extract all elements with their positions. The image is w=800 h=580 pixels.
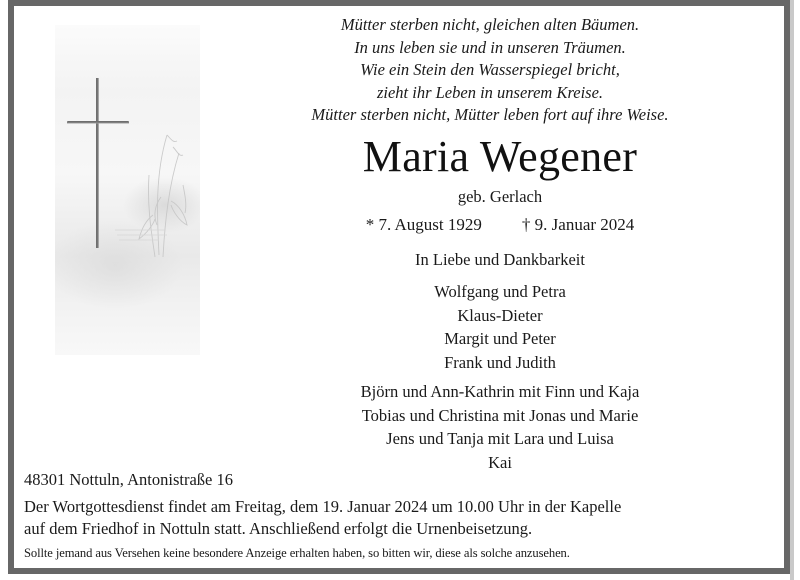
notice-text: Sollte jemand aus Versehen keine besondere Anzeige erhalten haben, so bitten wir, diese als solche anzusehen. [24, 546, 570, 560]
poem-line: Mütter sterben nicht, gleichen alten Bäumen. [340, 15, 640, 34]
service-info [24, 496, 784, 540]
life-dates [300, 213, 700, 237]
memorial-image [55, 25, 200, 355]
poem-line: In uns leben sie und in unseren Träumen. [354, 37, 626, 57]
maiden-name: geb. Gerlach [457, 187, 543, 206]
family-address: 48301 Nottuln, Antonistraße 16 [24, 470, 233, 489]
grandchildren-list [300, 380, 700, 474]
service-line: auf dem Friedhof in Nottuln statt. Anschließend erfolgt die Urnenbeisetzung. [24, 519, 533, 538]
mourner-entry: Klaus-Dieter [457, 305, 543, 325]
death-date: † 9. Januar 2024 [521, 215, 635, 234]
mourner-entry: Björn und Ann-Kathrin mit Finn und Kaja [360, 382, 640, 401]
frame-shadow-edge [790, 0, 794, 580]
poem [280, 14, 700, 127]
poem-line: zieht ihr Leben in unserem Kreise. [376, 82, 604, 102]
poem-line: Mütter sterben nicht, Mütter leben fort auf ihre Weise. [311, 105, 669, 124]
mourner-entry: Frank und Judith [444, 352, 556, 372]
children-list [300, 280, 700, 374]
mourner-entry: Wolfgang und Petra [434, 282, 566, 301]
mourner-entry: Kai [488, 452, 512, 472]
mourner-entry: Tobias und Christina mit Jonas und Marie [361, 405, 639, 425]
dedication: In Liebe und Dankbarkeit [415, 250, 585, 269]
deceased-name: Maria Wegener [362, 132, 638, 181]
cross-icon [55, 25, 200, 355]
birth-date: * 7. August 1929 [365, 215, 482, 234]
poem-line: Wie ein Stein den Wasserspiegel bricht, [360, 60, 620, 79]
service-line: Der Wortgottesdienst findet am Freitag, dem 19. Januar 2024 um 10.00 Uhr in der Kapelle [24, 497, 622, 516]
mourner-entry: Margit und Peter [444, 329, 556, 348]
mourner-entry: Jens und Tanja mit Lara und Luisa [386, 429, 614, 448]
